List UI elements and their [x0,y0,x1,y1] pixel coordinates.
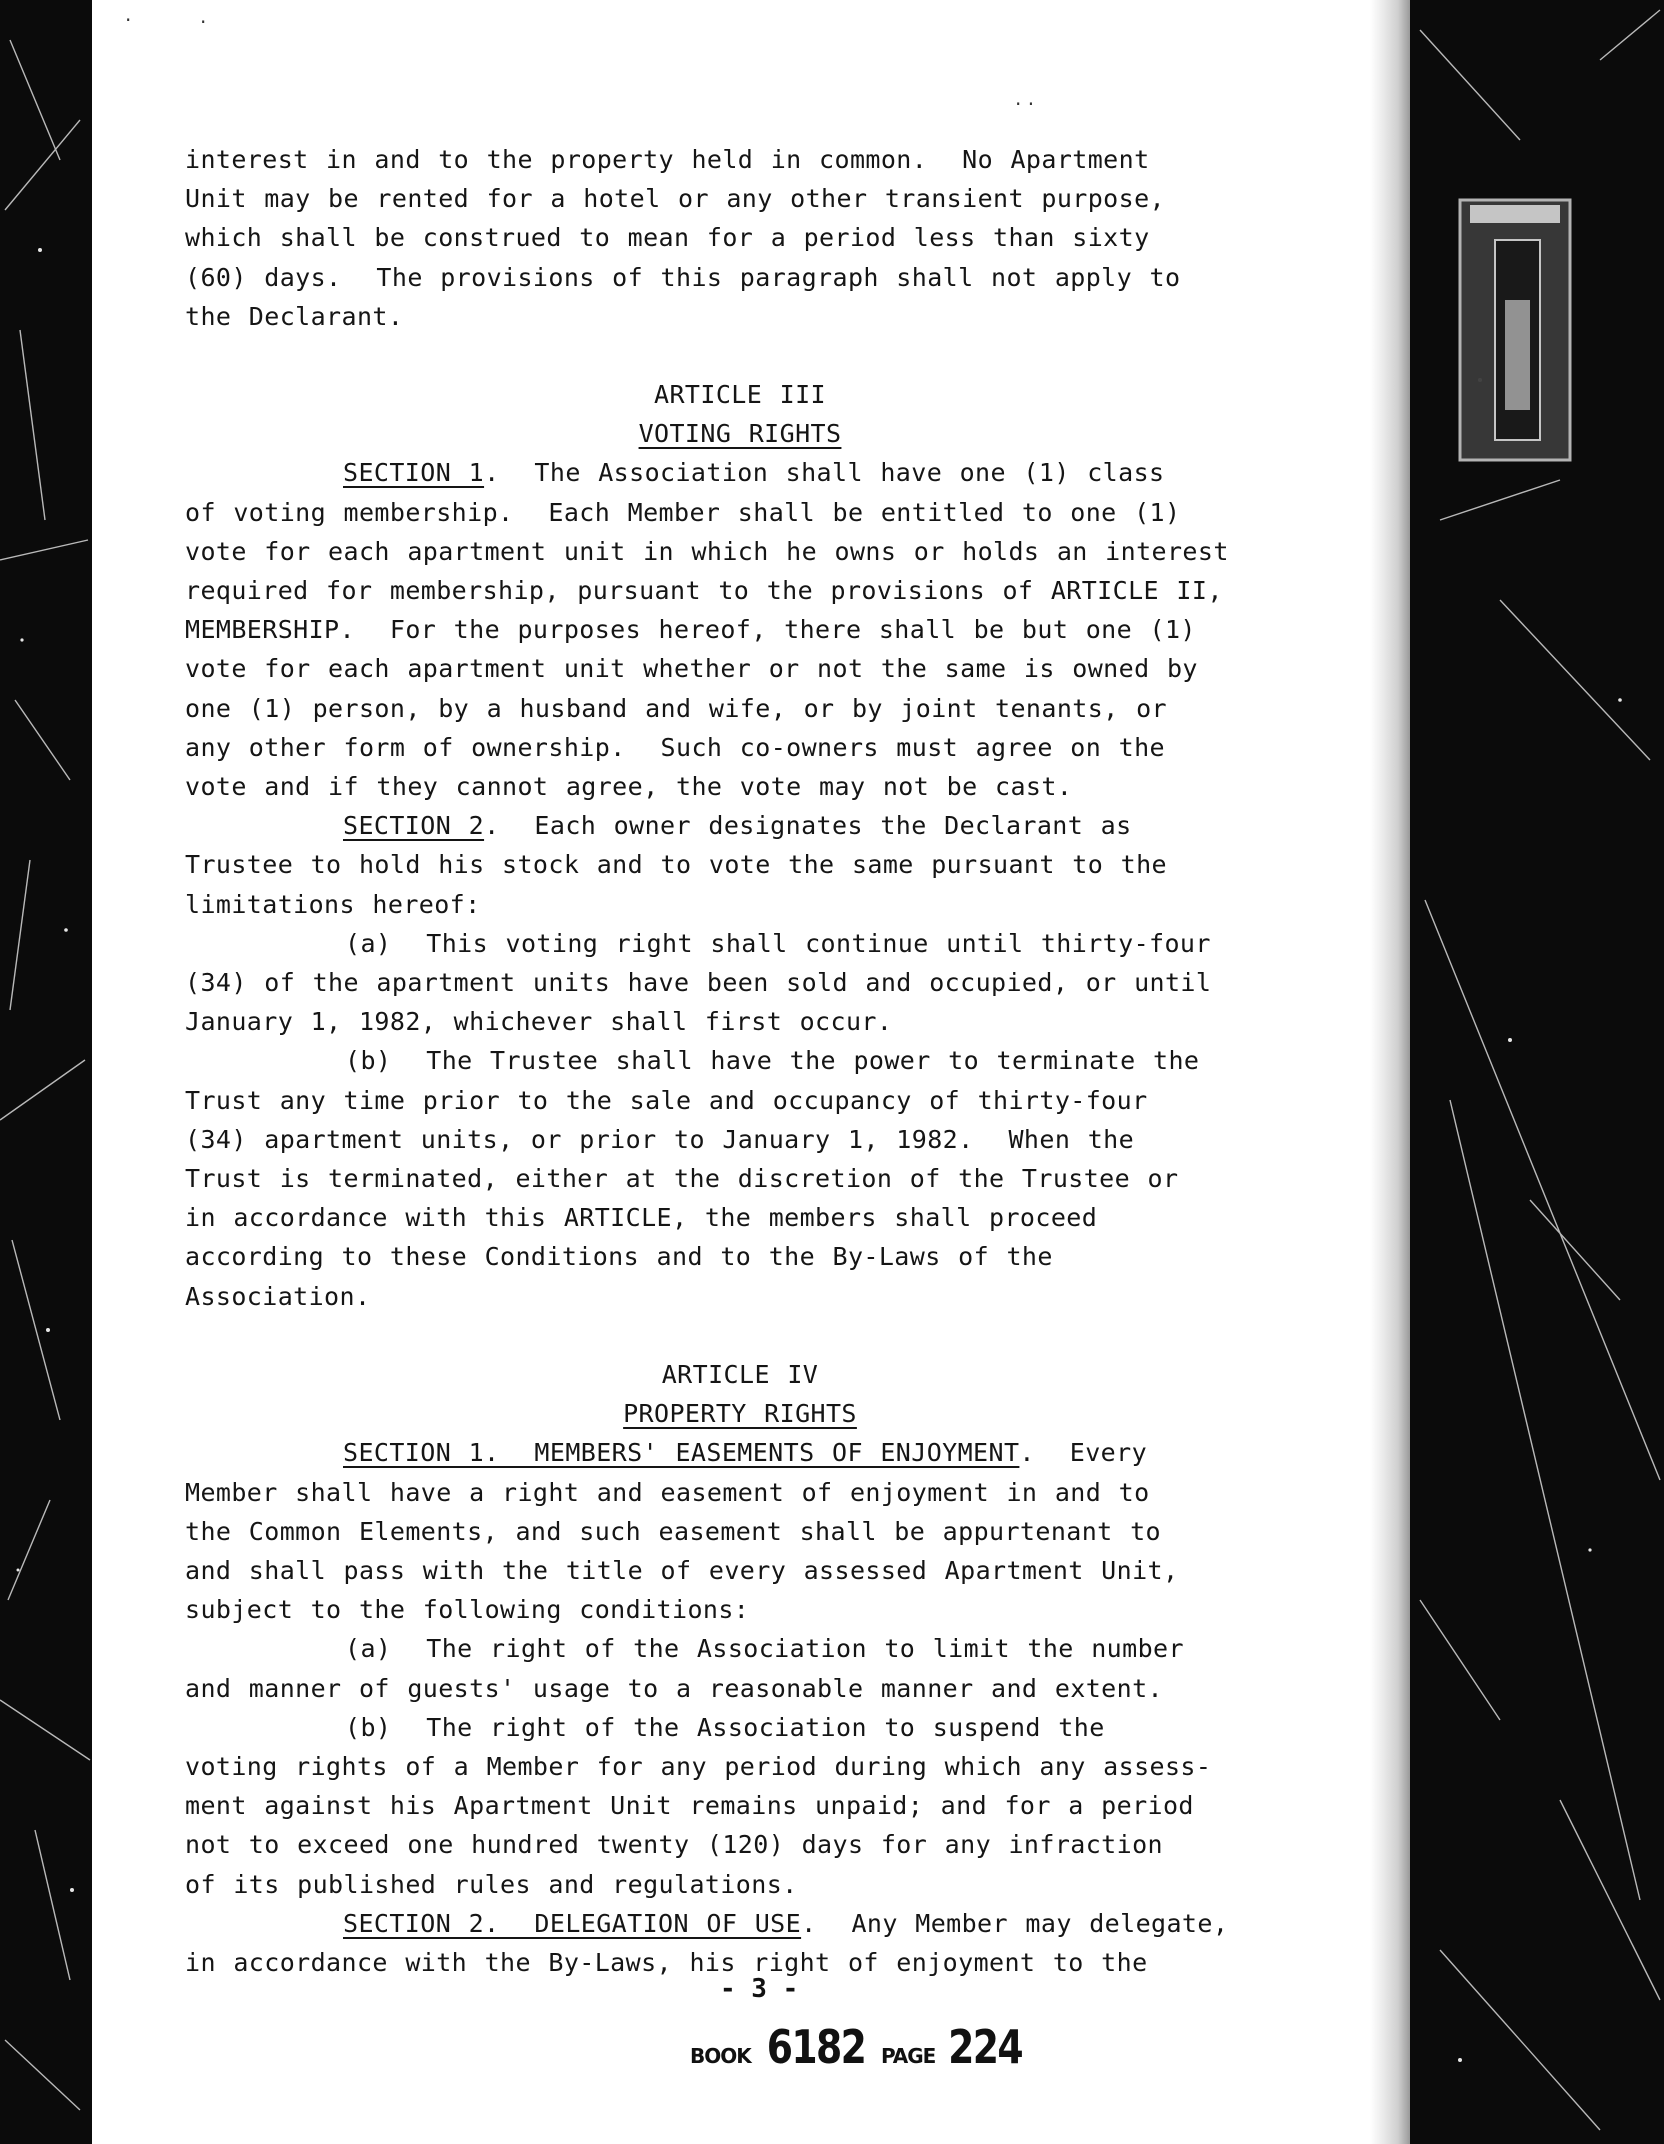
section-label: SECTION 2. DELEGATION OF USE [343,1908,802,1938]
article-3 [185,375,1325,1316]
right-dark-margin [1410,0,1664,2144]
text-line: ment against his Apartment Unit remains unpaid; and for a period [185,1791,1194,1821]
text-line: (60) days. The provisions of this paragraph shall not apply to [185,262,1181,292]
page-label: PAGE [880,2044,936,2068]
text-line: . Each owner designates the Declarant as [484,811,1132,841]
text-line: Association. [185,1281,371,1311]
text-line: (34) apartment units, or prior to January 1, 1982. When the [185,1124,1135,1154]
right-gray-edge [1370,0,1410,2144]
text-line: (a) The right of the Association to limit the number [345,1634,1184,1664]
text-line: MEMBERSHIP. For the purposes hereof, there shall be but one (1) [185,615,1196,645]
text-line: any other form of ownership. Such co-owners must agree on the [185,732,1165,762]
document-body [185,140,1325,1982]
book-page-stamp [690,2020,1030,2074]
text-line: the Common Elements, and such easement shall be appurtenant to [185,1516,1161,1546]
text-line: the Declarant. [185,301,404,331]
text-line: and manner of guests' usage to a reasonable manner and extent. [185,1673,1163,1703]
article-subtitle: VOTING RIGHTS [638,419,842,449]
article-title: ARTICLE III [654,380,826,410]
section-label: SECTION 1 [343,458,485,488]
text-line: Trust any time prior to the sale and occupancy of thirty-four [185,1085,1148,1115]
text-line: of voting membership. Each Member shall be entitled to one (1) [185,497,1181,527]
text-line: voting rights of a Member for any period during which any assess- [185,1751,1212,1781]
text-line: limitations hereof: [185,889,481,919]
text-line: Trust is terminated, either at the discretion of the Trustee or [185,1164,1179,1194]
text-line: (b) The Trustee shall have the power to terminate the [345,1046,1200,1076]
text-line: in accordance with the By-Laws, his right of enjoyment to the [185,1947,1148,1977]
page-reference: 224 [948,2020,1023,2074]
scan-speck: · · [1015,92,1035,116]
text-line: and shall pass with the title of every assessed Apartment Unit, [185,1555,1179,1585]
text-line: January 1, 1982, whichever shall first occur. [185,1007,893,1037]
text-line: . The Association shall have one (1) class [484,458,1165,488]
text-line: vote for each apartment unit in which he owns or holds an interest [185,536,1229,566]
text-line: subject to the following conditions: [185,1595,750,1625]
text-line: (a) This voting right shall continue until thirty-four [345,928,1211,958]
text-line: in accordance with this ARTICLE, the members shall proceed [185,1203,1098,1233]
scan-speck: · [200,10,207,34]
text-line: (34) of the apartment units have been sold and occupied, or until [185,968,1212,998]
text-line: vote for each apartment unit whether or not the same is owned by [185,654,1198,684]
text-line: not to exceed one hundred twenty (120) days for any infraction [185,1830,1163,1860]
section-label: SECTION 2 [343,811,485,841]
text-line: Trustee to hold his stock and to vote the same pursuant to the [185,850,1167,880]
section-label: SECTION 1. MEMBERS' EASEMENTS OF ENJOYMENT [343,1438,1020,1468]
article-title: ARTICLE IV [661,1359,819,1389]
text-line: Member shall have a right and easement of enjoyment in and to [185,1477,1150,1507]
article-subtitle: PROPERTY RIGHTS [623,1399,857,1429]
text-line: one (1) person, by a husband and wife, or by joint tenants, or [185,693,1167,723]
page-number: - 3 - [720,1974,799,2004]
text-line: according to these Conditions and to the By-Laws of the [185,1242,1053,1272]
text-line: interest in and to the property held in common. No Apartment [185,145,1150,174]
text-line: Unit may be rented for a hotel or any other transient purpose, [185,184,1165,214]
text-line: vote and if they cannot agree, the vote may not be cast. [185,772,1073,802]
text-line: . Any Member may delegate, [801,1908,1229,1938]
text-line: of its published rules and regulations. [185,1869,798,1899]
text-line: required for membership, pursuant to the provisions of ARTICLE II, [185,576,1223,606]
book-number: 6182 [766,2020,866,2074]
text-line: (b) The right of the Association to suspend the [345,1712,1105,1742]
left-dark-margin [0,0,92,2144]
paragraph-continuation [185,140,1325,336]
text-line: which shall be construed to mean for a period less than sixty [185,223,1150,253]
book-label: BOOK [690,2044,751,2068]
scan-speck: · [125,8,132,32]
text-line: . Every [1019,1438,1148,1468]
article-4 [185,1355,1325,1982]
